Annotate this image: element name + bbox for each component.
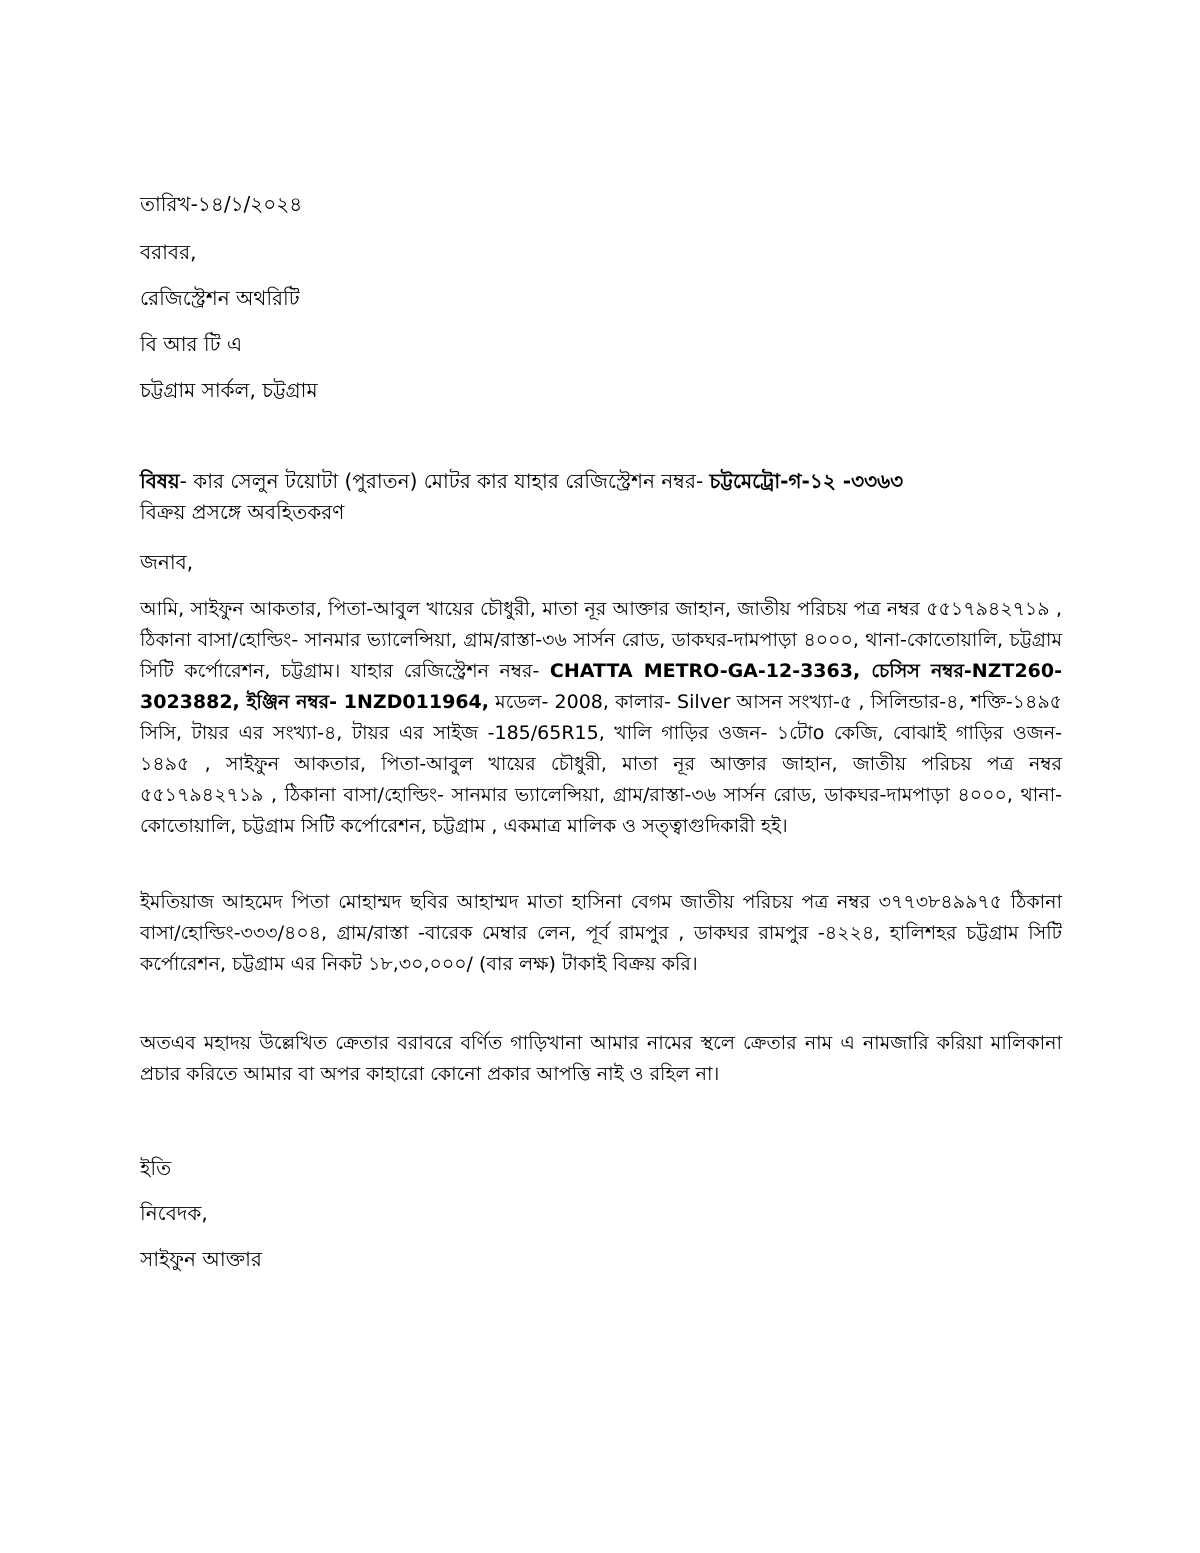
vehicle-identifiers: CHATTA METRO-GA-12-3363, চেসিস নম্বর-NZT260-3023882, ইঞ্জিন নম্বর- 1NZD011964,	[140, 660, 1062, 713]
recipient-salutation: বরাবর,	[140, 240, 197, 264]
greeting: জনাব,	[140, 550, 194, 574]
recipient-line-1: রেজিস্ট্রেশন অথরিটি	[140, 286, 300, 310]
subject-label: বিষয়	[140, 469, 180, 493]
recipient-line-2: বি আর টি এ	[140, 332, 243, 356]
body-paragraph-3: অতএব মহাদয় উল্লেখিত ক্রেতার বরাবরে বর্ণিত গাড়িখানা আমার নামের স্থলে ক্রেতার নাম এ নামজারি করিয়া মালিকানা প্রচার করিতে আমার বা অপর কাহারো কোনো প্রকার আপত্তি নাই ও রহিল না।	[140, 1032, 1062, 1085]
subject-text: - কার সেলুন টয়োটা (পুরাতন) মোটর কার যাহার রেজিস্ট্রেশন নম্বর-	[179, 469, 710, 493]
subject-line-2: বিক্রয় প্রসঙ্গে অবহিতকরণ	[140, 500, 345, 524]
closing-iti: ইতি	[140, 1156, 172, 1180]
body-paragraph-2: ইমতিয়াজ আহমেদ পিতা মোহাম্মদ ছবির আহাম্মদ মাতা হাসিনা বেগম জাতীয় পরিচয় পত্র নম্বর ৩৭৭৩৮৪৯৯৭৫ ঠিকানা বাসা/হোল্ডিং-৩৩৩/৪০৪, গ্রাম/রাস্তা -বারেক মেম্বার লেন, পূর্ব রামপুর , ডাকঘর রামপুর -৪২২৪, হালিশহর চট্টগ্রাম সিটি কর্পোরেশন, চট্টগ্রাম এর নিকট ১৮,৩০,০০০/ (বার লক্ষ) টাকাই বিক্রয় করি।	[140, 891, 1062, 975]
subject-reg-number: চট্টমেট্রো-গ-১২ -৩৩৬৩	[709, 469, 904, 493]
recipient-line-3: চট্টগ্রাম সার্কল, চট্টগ্রাম	[140, 378, 318, 402]
closing-nibedok: নিবেদক,	[140, 1201, 208, 1225]
body-paragraph-1	[140, 594, 1062, 842]
body-paragraph-1-text-b: মডেল- 2008, কালার- Silver আসন সংখ্যা-৫ , সিলিন্ডার-৪, শক্তি-১৪৯৫ সিসি, টায়র এর সংখ্যা-৪, টায়র এর সাইজ -185/65R15, খালি গাড়ির ওজন- ১টোo কেজি, বোঝাই গাড়ির ওজন- ১৪৯৫ , সাইফুন আকতার, পিতা-আবুল খায়ের চৌধুরী, মাতা নূর আক্তার জাহান, জাতীয় পরিচয় পত্র নম্বর ৫৫১৭৯৪২৭১৯ , ঠিকানা বাসা/হোল্ডিং- সানমার ভ্যালেন্সিয়া, গ্রাম/রাস্তা-৩৬ সার্সন রোড, ডাকঘর-দামপাড়া ৪০০০, থানা-কোতোয়ালি, চট্টগ্রাম সিটি কর্পোরেশন, চট্টগ্রাম , একমাত্র মালিক ও সত্ত্বাগুদিকারী হই।	[140, 691, 1062, 837]
sender-name: সাইফুন আক্তার	[140, 1247, 262, 1271]
letter-date: তারিখ-১৪/১/২০২৪	[140, 192, 303, 216]
subject-line	[140, 468, 903, 494]
body-paragraph-1-text-a: আমি, সাইফুন আকতার, পিতা-আবুল খায়ের চৌধুরী, মাতা নূর আক্তার জাহান, জাতীয় পরিচয় পত্র নম্বর ৫৫১৭৯৪২৭১৯ , ঠিকানা বাসা/হোল্ডিং- সানমার ভ্যালেন্সিয়া, গ্রাম/রাস্তা-৩৬ সার্সন রোড, ডাকঘর-দামপাড়া ৪০০০, থানা-কোতোয়ালি, চট্টগ্রাম সিটি কর্পোরেশন, চট্টগ্রাম। যাহার রেজিস্ট্রেশন নম্বর-	[140, 598, 1062, 682]
